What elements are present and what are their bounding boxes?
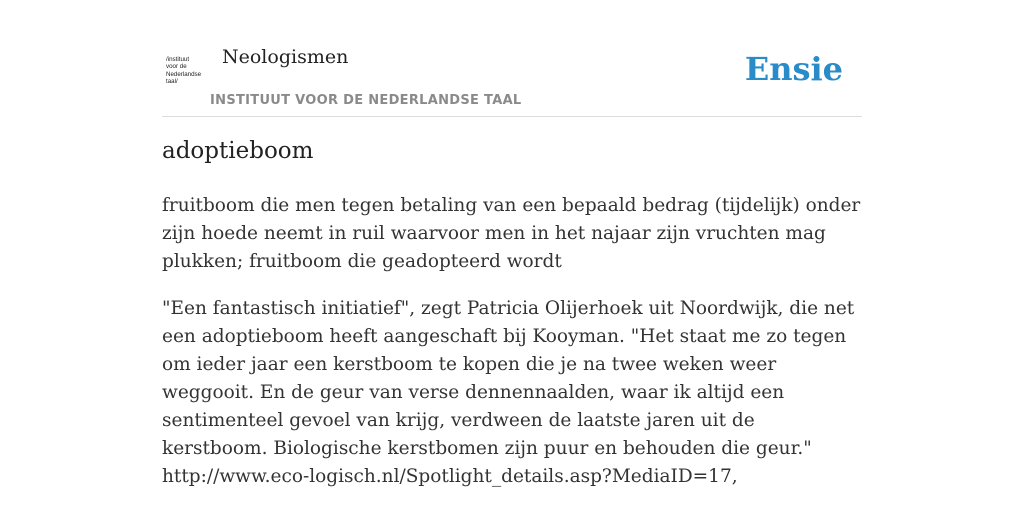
institute-logo[interactable]: /instituut voor de Nederlandse taal/ — [166, 56, 202, 86]
example-block — [162, 295, 862, 491]
page-header — [162, 40, 862, 117]
example-quote: "Een fantastisch initiatief", zegt Patricia Olijerhoek uit Noordwijk, die net een adoptieboom heeft aangeschaft bij Kooyman. "Het staat me zo tegen om ieder jaar een kerstboom te kopen die je na twee weken weer weggooit. En de geur van verse dennennaalden, waar ik altijd een sentimenteel gevoel van krijg, verdween de laatste jaren uit de kerstboom. Biologische kerstbomen zijn puur en behouden die geur." — [162, 298, 855, 459]
definition-text: fruitboom die men tegen betaling van een bepaald bedrag (tijdelijk) onder zijn hoede neemt in ruil waarvoor men in het najaar zijn vruchten mag plukken; fruitboom die geadopteerd wordt — [162, 195, 861, 272]
dictionary-name[interactable]: Neologismen — [222, 46, 349, 68]
source-url: http://www.eco-logisch.nl/Spotlight_details.asp?MediaID=17, — [162, 466, 738, 487]
publisher-name: INSTITUUT VOOR DE NEDERLANDSE TAAL — [210, 93, 522, 108]
ensie-logo[interactable]: Ensie — [744, 50, 843, 88]
headword: adoptieboom — [162, 138, 314, 164]
